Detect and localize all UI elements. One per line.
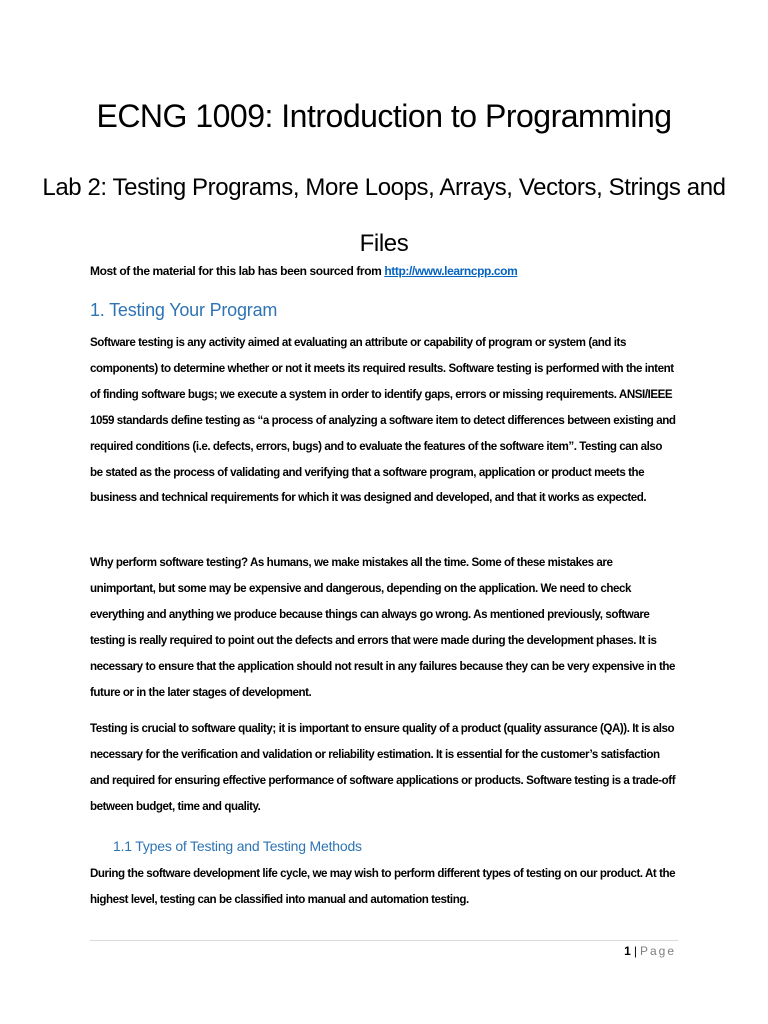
document-title: ECNG 1009: Introduction to Programming — [96, 98, 672, 134]
page-label: Page — [639, 944, 676, 958]
paragraph-2: Why perform software testing? As humans, we make mistakes all the time. Some of these mistakes are unimportant, but some may be expensive and dangerous, depending on the application. We need to check everything and anything we produce because things can always go wrong. As mentioned previously, software testing is really required to point out the defects and errors that were made during the development phases. It is necessary to ensure that the application should not result in any failures because they can be very expensive in the future or in the later stages of development. — [90, 556, 676, 699]
source-note-text: Most of the material for this lab has been sourced from — [90, 264, 385, 278]
footer-divider — [90, 940, 678, 941]
document-subtitle: Lab 2: Testing Programs, More Loops, Arrays, Vectors, Strings and Files — [42, 174, 726, 257]
footer-separator: | — [633, 944, 637, 958]
paragraph-3: Testing is crucial to software quality; it is important to ensure quality of a product (quality assurance (QA)). It is also necessary for the verification and validation or reliability estimation. It is essential for the customer’s satisfaction and required for ensuring effective performance of software applications or products. Software testing is a trade-off between budget, time and quality. — [90, 722, 676, 813]
source-link[interactable]: http://www.learncpp.com — [384, 264, 518, 278]
section-heading: 1. Testing Your Program — [90, 300, 278, 320]
subsection-paragraph: During the software development life cycle, we may wish to perform different types of testing on our product. At the highest level, testing can be classified into manual and automation testing. — [90, 867, 676, 906]
page-number: 1 — [624, 944, 631, 958]
source-note — [90, 262, 517, 280]
page-footer — [624, 942, 676, 960]
paragraph-1: Software testing is any activity aimed at evaluating an attribute or capability of program or system (and its components) to determine whether or not it meets its required results. Software testing is performed with the intent of finding software bugs; we execute a system in order to identify gaps, errors or missing requirements. ANSI/IEEE 1059 standards define testing as “a process of analyzing a software item to detect differences between existing and required conditions (i.e. defects, errors, bugs) and to evaluate the features of the software item”. Testing can also be stated as the process of validating and verifying that a software program, application or product meets the business and technical requirements for which it was designed and developed, and that it works as expected. — [90, 336, 676, 505]
subsection-heading: 1.1 Types of Testing and Testing Methods — [113, 838, 362, 854]
